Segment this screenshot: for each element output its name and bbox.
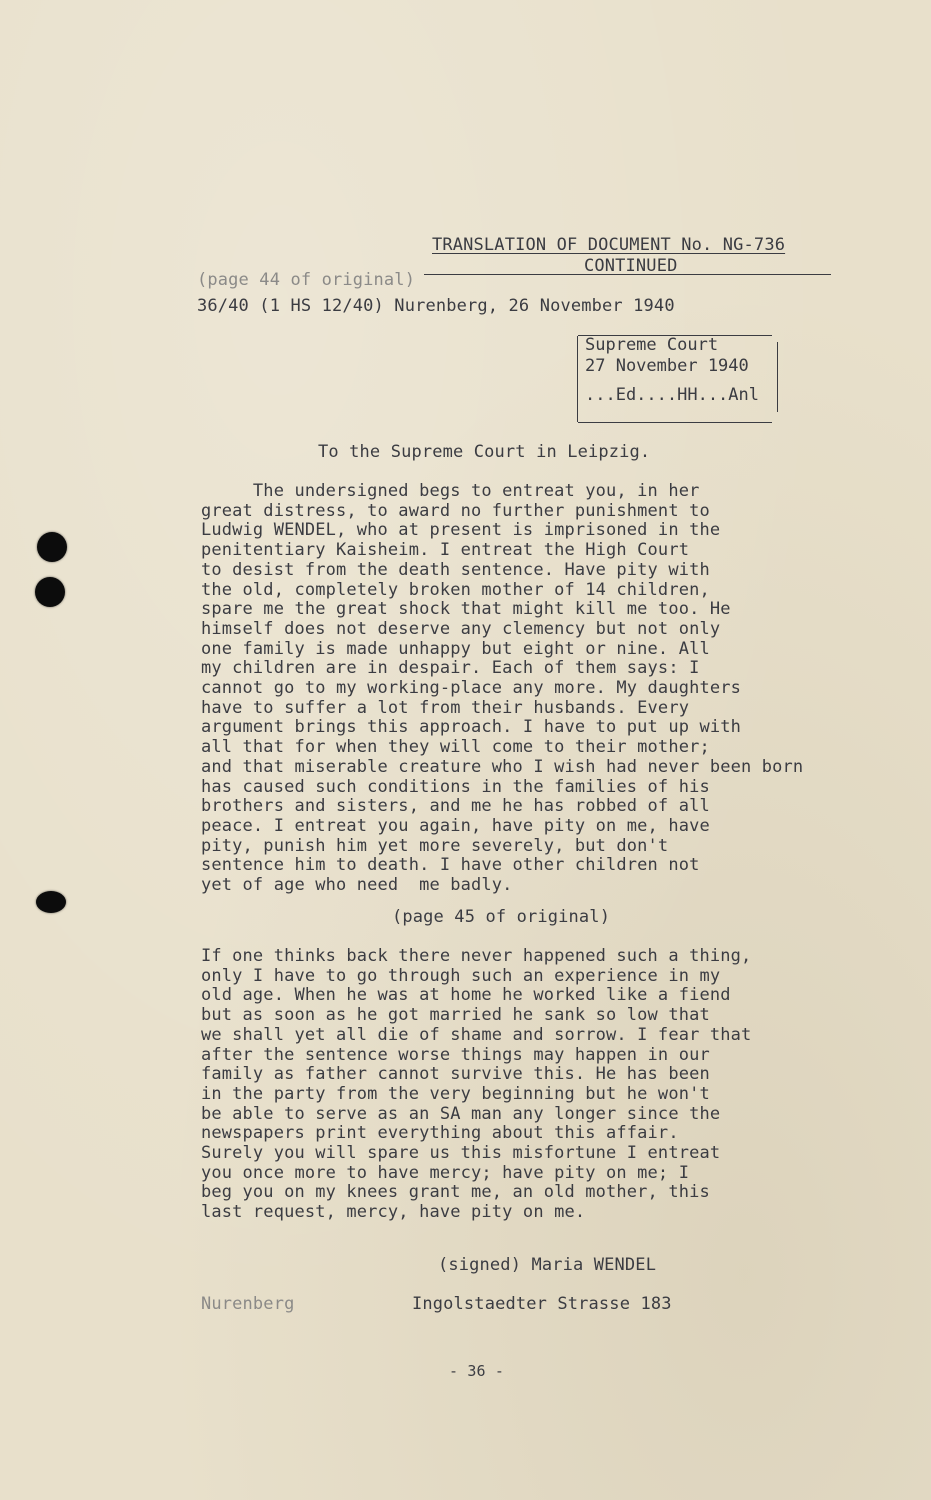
page-number: - 36 - — [449, 1362, 505, 1380]
stamp-marks: ...Ed....HH...Anl — [585, 385, 759, 405]
paragraph-line: spare me the great shock that might kill me too. He — [201, 599, 731, 620]
document-title: TRANSLATION OF DOCUMENT No. NG-736 — [432, 235, 786, 255]
paragraph-line: have to suffer a lot from their husbands. Every — [201, 697, 690, 718]
paragraph-line: pity, punish him yet more severely, but don't — [201, 835, 669, 856]
paragraph-line: but as soon as he got married he sank so low that — [201, 1005, 710, 1026]
file-reference-line: 36/40 (1 HS 12/40) Nurenberg, 26 November 1940 — [197, 296, 675, 316]
paragraph-line: great distress, to award no further punishment to — [201, 500, 710, 521]
paragraph-line: family as father cannot survive this. He has been — [201, 1064, 710, 1085]
signature-line: (signed) Maria WENDEL — [438, 1255, 657, 1275]
paragraph-line: be able to serve as an SA man any longer since the — [201, 1103, 721, 1124]
paragraph-line: Ludwig WENDEL, who at present is imprisoned in the — [201, 520, 721, 541]
punch-hole-bottom — [36, 891, 66, 913]
paragraph-line: you once more to have mercy; have pity on me; I — [201, 1162, 690, 1183]
paragraph-line: brothers and sisters, and me he has robbed of all — [201, 796, 710, 817]
punch-hole-middle — [35, 577, 65, 607]
stamp-court: Supreme Court — [585, 335, 719, 355]
paragraph-line: after the sentence worse things may happen in our — [201, 1044, 710, 1065]
paragraph-line: peace. I entreat you again, have pity on me, have — [201, 815, 710, 836]
paragraph-line: in the party from the very beginning but he won't — [201, 1083, 710, 1104]
addressee-line: To the Supreme Court in Leipzig. — [318, 442, 651, 462]
paragraph-line: one family is made unhappy but eight or nine. All — [201, 638, 710, 659]
paragraph-line: argument brings this approach. I have to put up with — [201, 717, 742, 738]
stamp-right-border — [777, 342, 778, 412]
paragraph-line: old age. When he was at home he worked like a fiend — [201, 985, 731, 1006]
paragraph-line: If one thinks back there never happened such a thing, — [201, 946, 752, 966]
address-city: Nurenberg — [201, 1294, 295, 1314]
paragraph-line: my children are in despair. Each of them says: I — [201, 658, 700, 679]
original-page-marker: (page 45 of original) — [392, 907, 611, 927]
stamp-bottom-rule — [578, 422, 772, 423]
paragraph-line: himself does not deserve any clemency but not only — [201, 618, 721, 639]
paragraph-line: penitentiary Kaisheim. I entreat the High Court — [201, 540, 690, 561]
paragraph-line: we shall yet all die of shame and sorrow. I fear that — [201, 1024, 752, 1045]
paragraph-line: and that miserable creature who I wish had never been born — [201, 756, 804, 777]
paragraph-line: last request, mercy, have pity on me. — [201, 1202, 586, 1223]
punch-hole-top — [37, 532, 67, 562]
header-rule — [424, 274, 831, 275]
paragraph-line: to desist from the death sentence. Have pity with — [201, 559, 710, 580]
paragraph-line: all that for when they will come to their mother; — [201, 737, 710, 758]
paragraph-line: The undersigned begs to entreat you, in her — [201, 481, 700, 501]
stamp-date: 27 November 1940 — [585, 356, 749, 376]
paragraph-line: cannot go to my working-place any more. My daughters — [201, 678, 742, 698]
paragraph-line: yet of age who need me badly. — [201, 875, 513, 895]
paragraph-line: beg you on my knees grant me, an old mother, this — [201, 1182, 710, 1203]
paragraph-line: newspapers print everything about this affair. — [201, 1123, 679, 1144]
paragraph-line: sentence him to death. I have other children not — [201, 855, 700, 876]
original-page-reference: (page 44 of original) — [197, 270, 416, 290]
address-street: Ingolstaedter Strasse 183 — [412, 1294, 672, 1314]
stamp-left-border — [577, 336, 578, 422]
paragraph-line: the old, completely broken mother of 14 children, — [201, 579, 710, 600]
paragraph-line: Surely you will spare us this misfortune I entreat — [201, 1143, 721, 1163]
paragraph-line: only I have to go through such an experience in my — [201, 965, 721, 986]
document-subtitle: CONTINUED — [584, 256, 678, 276]
paragraph-line: has caused such conditions in the families of his — [201, 776, 710, 797]
